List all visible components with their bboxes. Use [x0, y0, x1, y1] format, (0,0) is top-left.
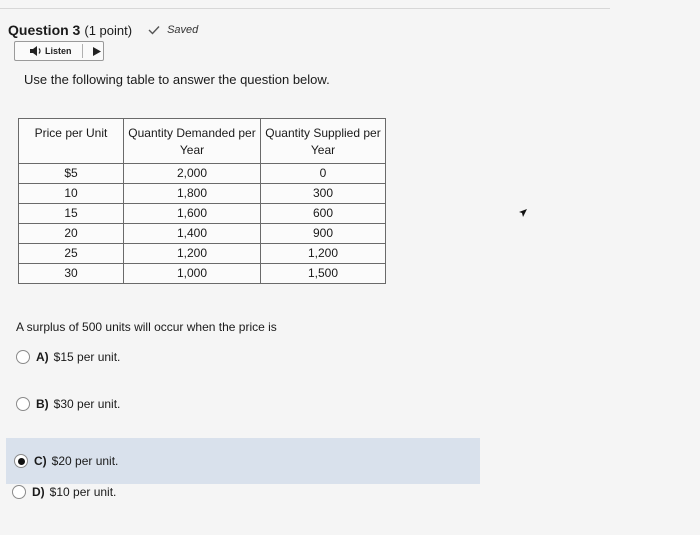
table-row [19, 164, 386, 184]
table-row [19, 224, 386, 244]
price-cell: 15 [19, 204, 124, 224]
table-row [19, 244, 386, 264]
supply-demand-table [18, 118, 386, 284]
mouse-cursor-icon [518, 208, 528, 218]
radio-button-a[interactable] [16, 350, 30, 364]
price-cell: 10 [19, 184, 124, 204]
supply-cell: 0 [261, 164, 386, 184]
save-status [148, 24, 198, 36]
price-cell: 25 [19, 244, 124, 264]
question-header [8, 22, 198, 38]
question-title: Question 3 [8, 22, 81, 38]
demand-cell: 1,800 [124, 184, 261, 204]
header-price: Price per Unit [19, 119, 124, 164]
play-icon[interactable] [93, 47, 101, 56]
data-table-container [18, 118, 386, 284]
listen-divider [82, 44, 83, 58]
checkmark-icon [148, 25, 160, 35]
option-text: $20 per unit. [51, 454, 119, 468]
demand-cell: 1,000 [124, 264, 261, 284]
option-letter: B) [36, 397, 49, 411]
option-a[interactable] [16, 334, 120, 380]
option-letter: C) [34, 454, 47, 468]
demand-cell: 2,000 [124, 164, 261, 184]
option-letter: D) [32, 485, 45, 499]
radio-button-c[interactable] [14, 454, 28, 468]
option-text: $30 per unit. [53, 397, 121, 411]
option-text: $10 per unit. [49, 485, 117, 499]
supply-cell: 300 [261, 184, 386, 204]
radio-button-b[interactable] [16, 397, 30, 411]
header-quantity-supplied: Quantity Supplied per Year [261, 119, 386, 164]
table-row [19, 184, 386, 204]
demand-cell: 1,400 [124, 224, 261, 244]
supply-cell: 900 [261, 224, 386, 244]
price-cell: 30 [19, 264, 124, 284]
supply-cell: 1,200 [261, 244, 386, 264]
demand-cell: 1,600 [124, 204, 261, 224]
option-d[interactable] [12, 469, 116, 515]
listen-button[interactable] [14, 41, 104, 61]
option-text: $15 per unit. [53, 350, 121, 364]
price-cell: 20 [19, 224, 124, 244]
price-cell: $5 [19, 164, 124, 184]
speaker-icon [29, 45, 43, 57]
table-row [19, 264, 386, 284]
radio-button-d[interactable] [12, 485, 26, 499]
option-letter: A) [36, 350, 49, 364]
top-divider [0, 8, 610, 9]
question-points: (1 point) [84, 22, 133, 38]
saved-label: Saved [167, 24, 199, 36]
question-prompt: A surplus of 500 units will occur when the price is [16, 320, 277, 334]
header-quantity-demanded: Quantity Demanded per Year [124, 119, 261, 164]
option-b[interactable] [16, 381, 120, 427]
radio-selected-dot [18, 458, 25, 465]
demand-cell: 1,200 [124, 244, 261, 264]
supply-cell: 600 [261, 204, 386, 224]
table-row [19, 204, 386, 224]
listen-label: Listen [45, 46, 72, 56]
instructions-text: Use the following table to answer the question below. [24, 72, 330, 87]
supply-cell: 1,500 [261, 264, 386, 284]
